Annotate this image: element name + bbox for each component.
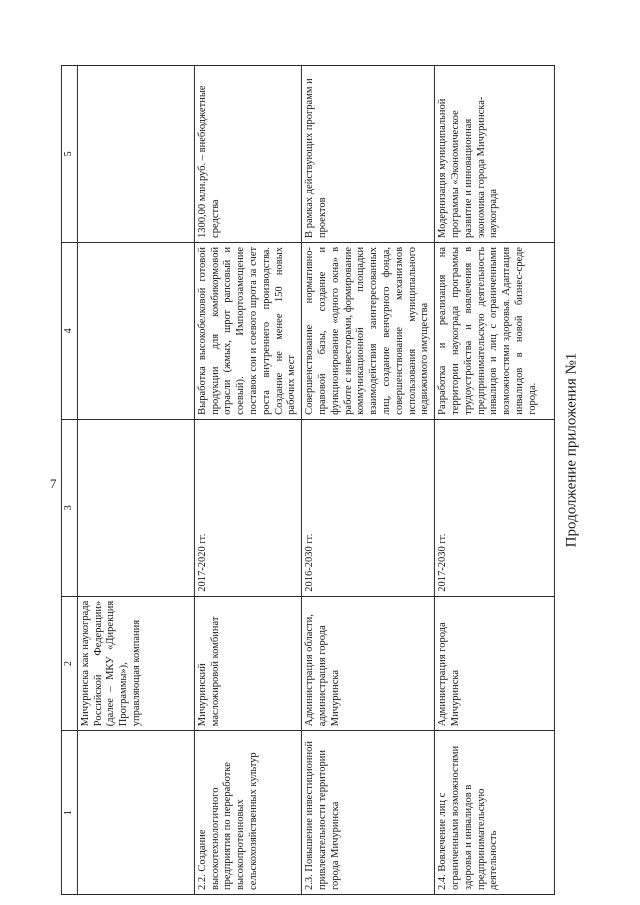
page-number: 7 — [50, 476, 57, 491]
table-cell: 2.2. Создание высокотехнологичного предприятия по переработке высокопротеиновых сельскохозяйственных культур — [194, 731, 301, 895]
table-cell: Мичуринска как наукограда Российской Федерации» (далее – МКУ «Дирекция Программы»), управляющая компания — [77, 596, 194, 731]
appendix-title: Продолжение приложения №1 — [563, 352, 580, 548]
table-cell — [77, 242, 194, 419]
table-row — [435, 66, 555, 895]
header-cell-3: 3 — [61, 419, 77, 596]
table-row — [77, 66, 194, 895]
table-cell — [77, 731, 194, 895]
header-cell-5: 5 — [61, 66, 77, 243]
table-cell — [77, 66, 194, 243]
table-cell: В рамках действующих программ и проектов — [302, 66, 435, 243]
table-cell: 2016-2030 гг. — [302, 419, 435, 596]
table-cell: Модернизация муниципальной программы «Экономическое развитие и инновационная экономика города Мичуринска-наукограда — [435, 66, 555, 243]
table-cell: 2017-2030 гг. — [435, 419, 555, 596]
table-cell: 2.3. Повышение инвестиционной привлекательности территории города Мичуринска — [302, 731, 435, 895]
table-cell: Мичуринский масложировой комбинат — [194, 596, 301, 731]
header-cell-1: 1 — [61, 731, 77, 895]
header-cell-2: 2 — [61, 596, 77, 731]
table-cell: Администрация города Мичуринска — [435, 596, 555, 731]
table-cell — [77, 419, 194, 596]
plan-table — [61, 65, 555, 895]
table-cell: Выработка высокобелковой готовой продукции для комбикормовой отрасли (жмых, шрот рапсовый и соевый). Импортозамещение поставок сои и соевого шрота за счет роста внутреннего производства. Создание не менее 150 новых рабочих мест — [194, 242, 301, 419]
table-cell: 2017-2020 гг. — [194, 419, 301, 596]
table-cell: Администрация области, администрация города Мичуринска — [302, 596, 435, 731]
table-row — [302, 66, 435, 895]
table-cell: Разработка и реализация на территории наукограда программы трудоустройства и вовлечения в предпринимательскую деятельность инвалидов и лиц с ограниченными возможностями здоровья. Адаптация инвалидов в новой бизнес-среде города. — [435, 242, 555, 419]
table-row — [194, 66, 301, 895]
table-cell: 2.4. Вовлечение лиц с ограниченными возможностями здоровья и инвалидов в предпринимательскую деятельность — [435, 731, 555, 895]
table-cell: Совершенствование нормативно-правовой базы, создание и функционирование «одного окна» в работе с инвесторами, формирование коммуникационной площадки взаимодействия заинтересованных лиц, создание венчурного фонда, совершенствование механизмов использования муниципального недвижимого имущества — [302, 242, 435, 419]
table-cell: 1300,00 млн.руб. – внебюджетные средства — [194, 66, 301, 243]
header-cell-4: 4 — [61, 242, 77, 419]
